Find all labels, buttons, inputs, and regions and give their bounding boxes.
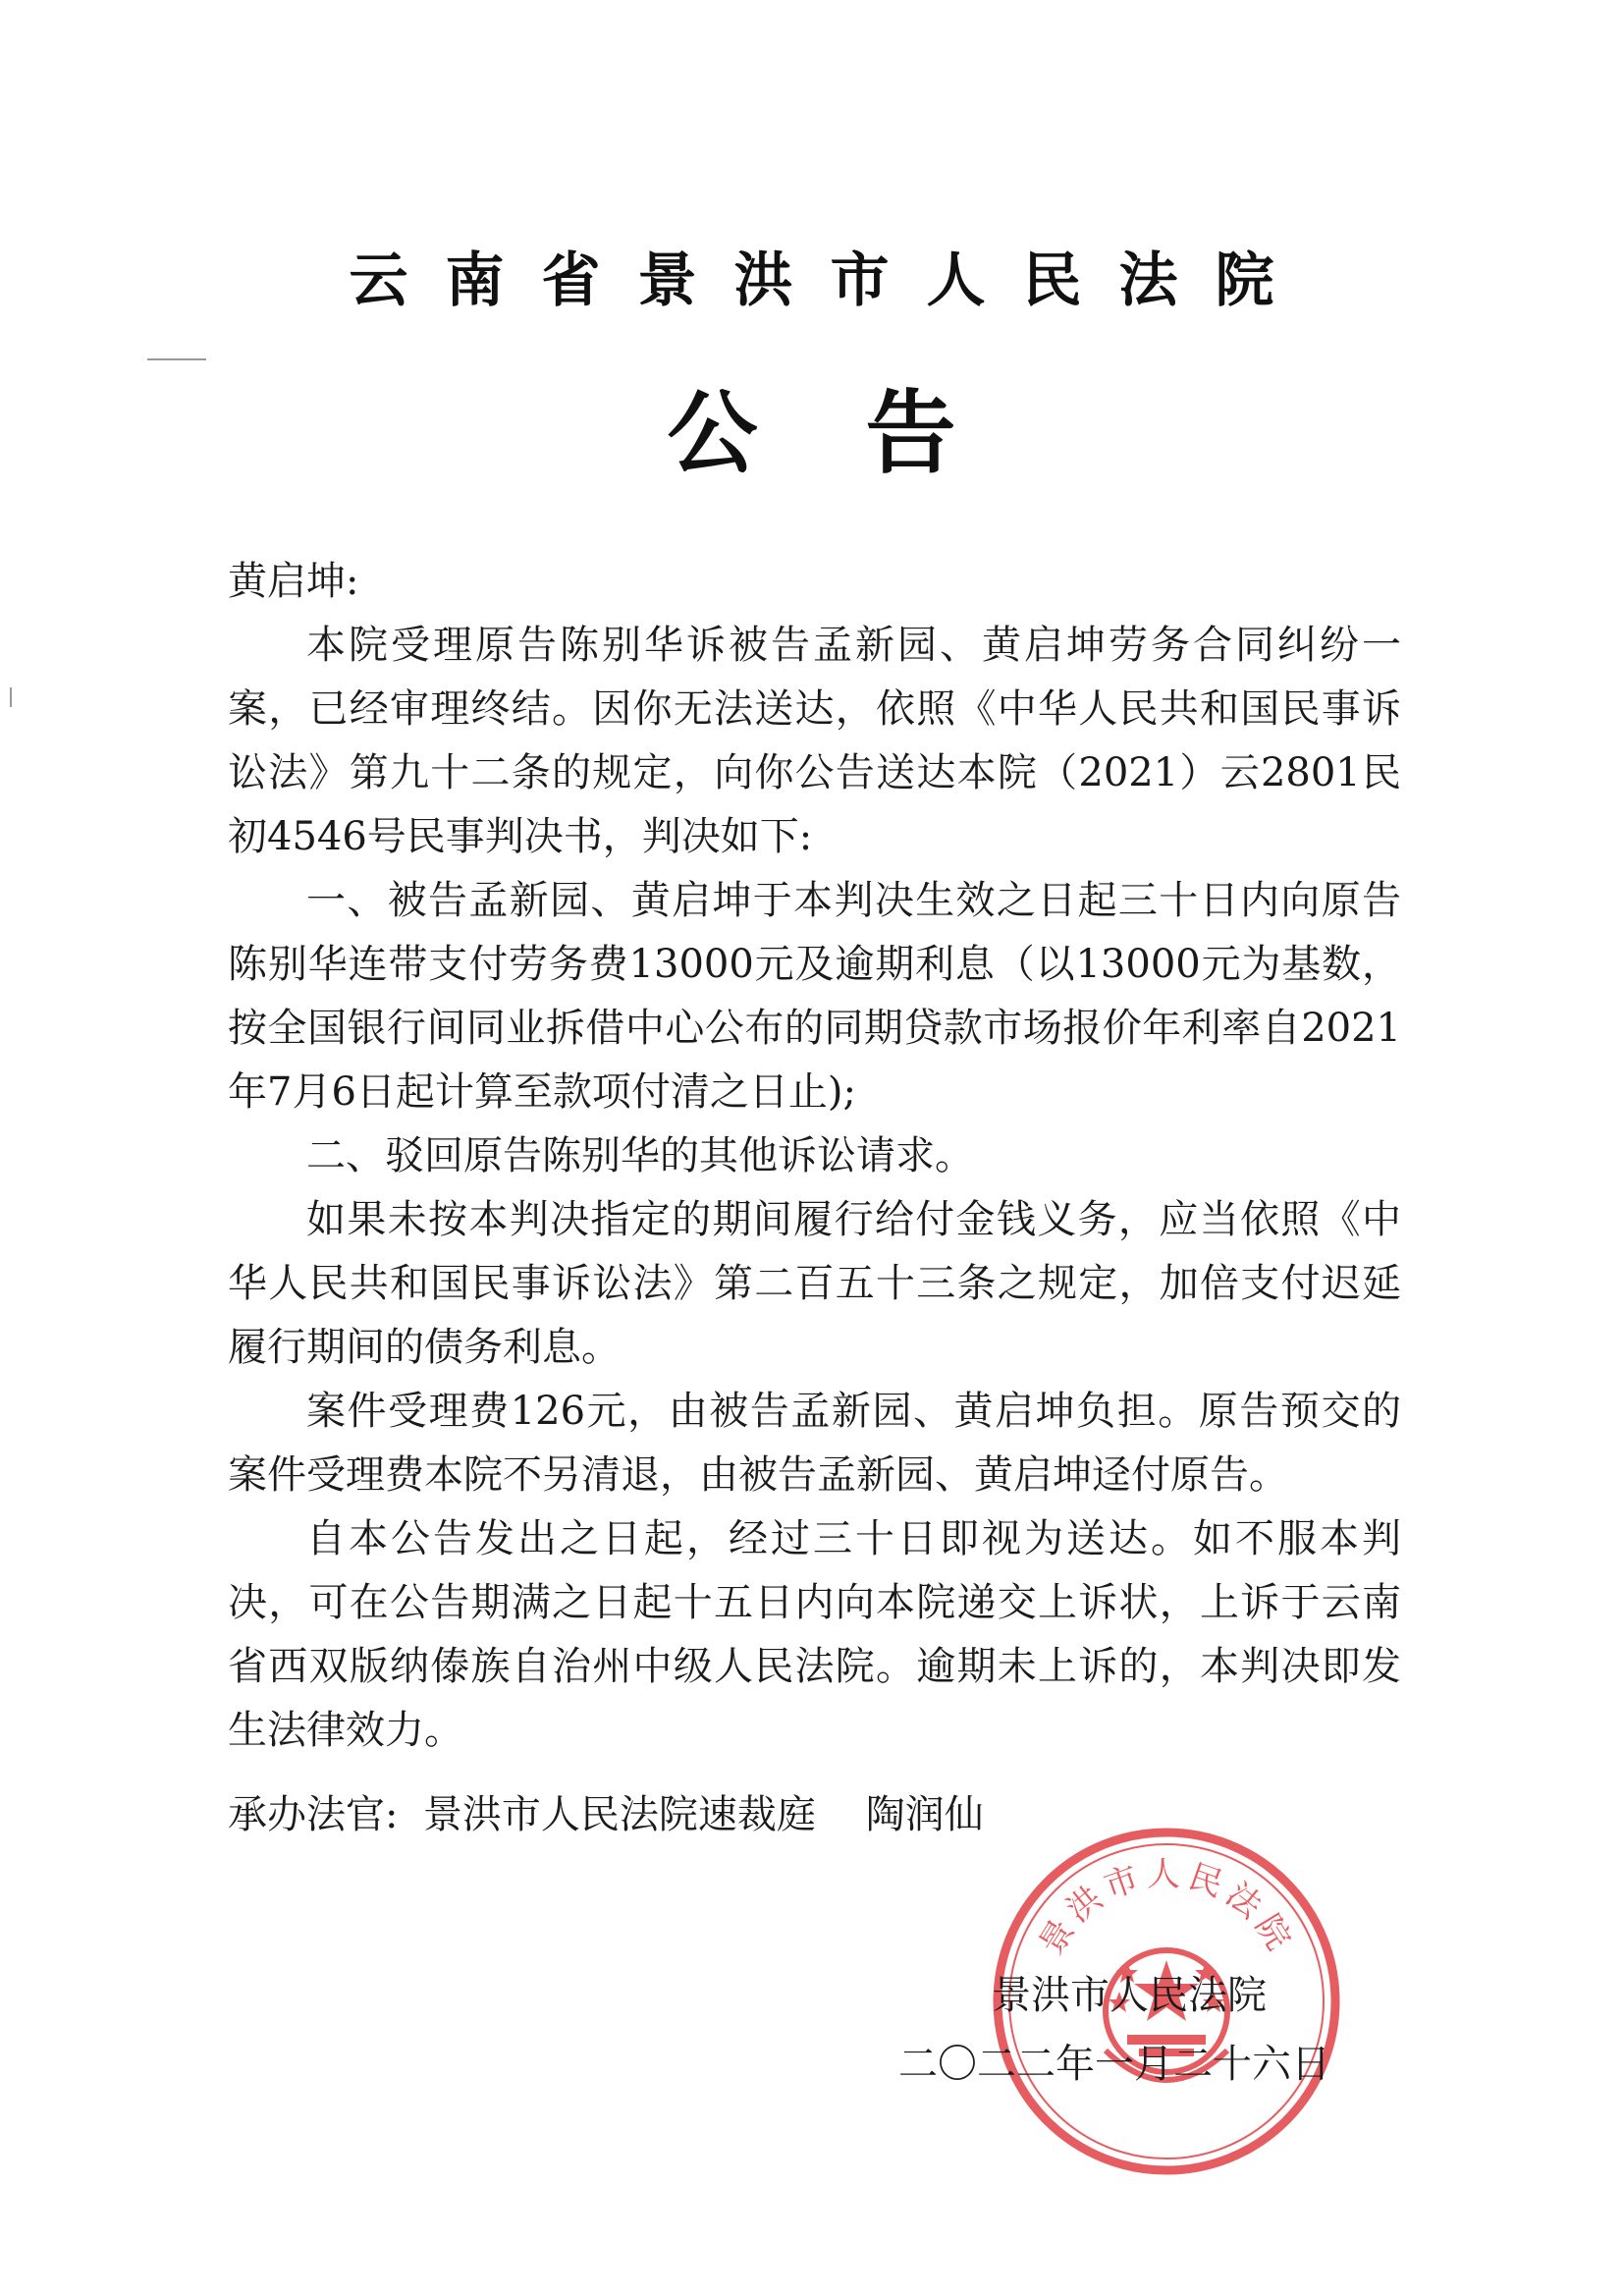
document-title: 公告 xyxy=(667,381,1064,486)
court-title: 云南省景洪市人民法院 xyxy=(349,246,1312,315)
notice-body xyxy=(228,550,1401,1763)
addressee: 黄启坤: xyxy=(228,559,359,604)
signing-court: 景洪市人民法院 xyxy=(992,1973,1267,2018)
seal-text: 景洪市人民法院 xyxy=(1031,1855,1302,1962)
paragraph-ruling-1: 一、被告孟新园、黄启坤于本判决生效之日起三十日内向原告陈别华连带支付劳务费13000元及逾期利息（以13000元为基数，按全国银行间同业拆借中心公布的同期贷款市场报价年利率自2021年7月6日起计算至款项付清之日止); xyxy=(228,878,1401,1115)
judge-department: 景洪市人民法院速裁庭 xyxy=(422,1792,816,1837)
paragraph-case-fee: 案件受理费126元，由被告孟新园、黄启坤负担。原告预交的案件受理费本院不另清退，由被告孟新园、黄启坤迳付原告。 xyxy=(228,1389,1401,1498)
paragraph-case-intro: 本院受理原告陈别华诉被告孟新园、黄启坤劳务合同纠纷一案，已经审理终结。因你无法送达，依照《中华人民共和国民事诉讼法》第九十二条的规定，向你公告送达本院（2021）云2801民初4546号民事判决书，判决如下: xyxy=(228,623,1401,859)
judge-line xyxy=(228,1783,984,1847)
judge-name: 陶润仙 xyxy=(865,1792,984,1837)
paragraph-appeal: 自本公告发出之日起，经过三十日即视为送达。如不服本判决，可在公告期满之日起十五日内向本院递交上诉状，上诉于云南省西双版纳傣族自治州中级人民法院。逾期未上诉的，本判决即发生法律效力。 xyxy=(228,1516,1401,1753)
paragraph-late-interest: 如果未按本判决指定的期间履行给付金钱义务，应当依照《中华人民共和国民事诉讼法》第二百五十三条之规定，加倍支付迟延履行期间的债务利息。 xyxy=(228,1197,1401,1370)
paragraph-ruling-2: 二、驳回原告陈别华的其他诉讼请求。 xyxy=(306,1133,974,1178)
scan-mark xyxy=(147,358,206,360)
scan-mark xyxy=(10,687,12,707)
judge-label: 承办法官: xyxy=(228,1792,399,1837)
signing-date: 二〇二二年一月二十六日 xyxy=(898,2042,1330,2087)
svg-text:景洪市人民法院 xyxy=(1032,1855,1302,1962)
